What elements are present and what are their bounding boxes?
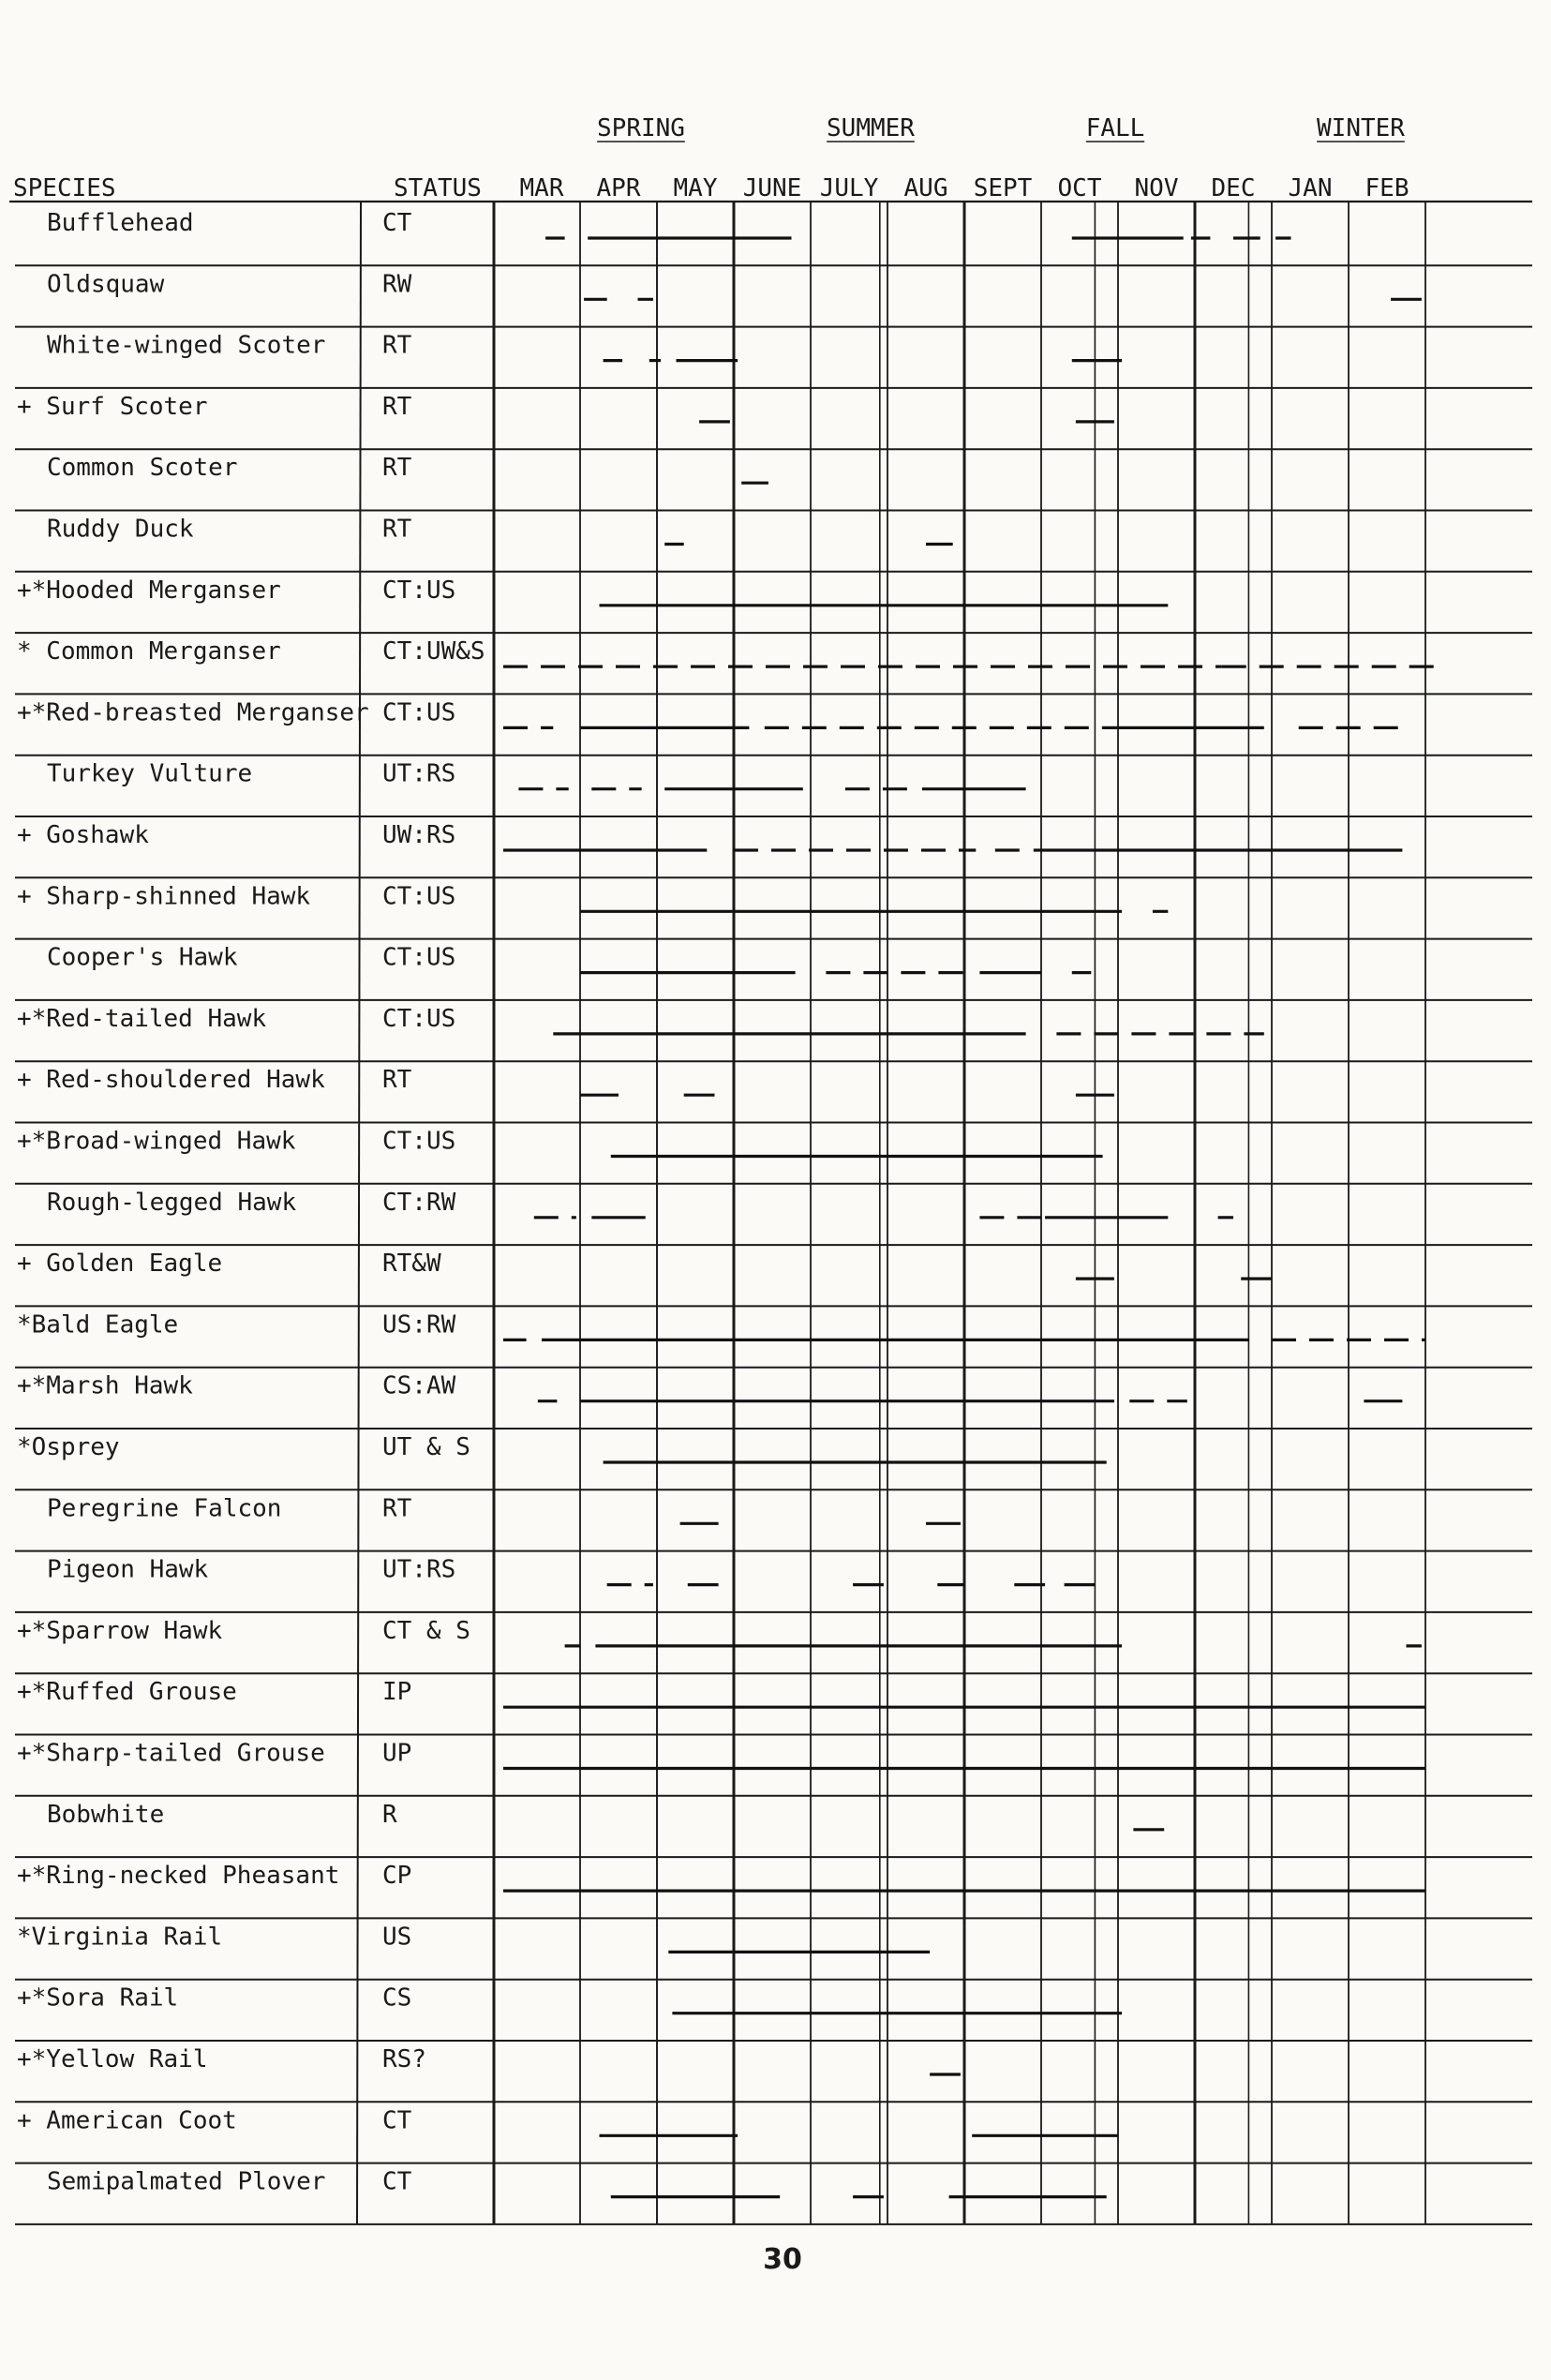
status-code: CP — [382, 1862, 412, 1891]
month-header-dec: DEC — [1211, 174, 1256, 202]
month-header-july: JULY — [819, 174, 879, 202]
season-winter: WINTER — [1317, 114, 1405, 142]
species-row — [17, 1984, 1122, 2013]
species-row — [17, 1740, 1425, 1769]
species-row — [17, 1310, 1425, 1340]
species-row — [47, 332, 1122, 361]
species-row — [47, 1494, 961, 1523]
status-code: RT — [382, 1066, 412, 1095]
status-code: CT — [382, 209, 412, 237]
species-name: +*Red-breasted Merganser — [17, 698, 369, 727]
species-row — [47, 1189, 1233, 1218]
status-code: US — [382, 1923, 412, 1952]
status-column-header: STATUS — [394, 174, 482, 202]
month-header-feb: FEB — [1365, 174, 1409, 202]
species-row — [17, 1678, 1425, 1707]
species-row — [17, 1250, 1272, 1279]
species-name: + Red-shouldered Hawk — [17, 1066, 325, 1095]
species-name: Semipalmated Plover — [47, 2167, 326, 2196]
species-name: +*Marsh Hawk — [17, 1371, 193, 1400]
species-row — [17, 2045, 961, 2074]
species-row — [17, 1066, 1114, 1095]
species-name: White-winged Scoter — [47, 331, 326, 360]
species-name: Pigeon Hawk — [47, 1555, 209, 1584]
species-name: + American Coot — [17, 2106, 237, 2135]
month-header-aug: AUG — [903, 174, 948, 202]
species-row — [47, 516, 953, 545]
status-code: RT — [382, 515, 412, 544]
species-name: Peregrine Falcon — [47, 1494, 282, 1523]
species-row — [17, 1617, 1422, 1646]
species-row — [47, 944, 1091, 973]
species-name: +*Ruffed Grouse — [17, 1678, 237, 1707]
status-code: CT:US — [382, 576, 456, 605]
status-code: IP — [382, 1678, 412, 1707]
species-rows — [17, 209, 1440, 2197]
status-code: UW:RS — [382, 821, 456, 849]
species-name: +*Sora Rail — [17, 1983, 179, 2013]
status-code: CT — [382, 2106, 412, 2135]
status-code: CT:RW — [382, 1188, 456, 1217]
month-header-sept: SEPT — [973, 174, 1033, 202]
species-name: +*Broad-winged Hawk — [17, 1127, 296, 1156]
species-row — [47, 1556, 1095, 1585]
species-name: +*Sparrow Hawk — [17, 1616, 223, 1645]
species-name: *Virginia Rail — [17, 1923, 223, 1952]
species-row — [47, 454, 768, 483]
season-spring: SPRING — [597, 114, 685, 142]
species-name: +*Red-tailed Hawk — [17, 1004, 267, 1033]
species-row — [17, 393, 1114, 422]
species-name: Bobwhite — [47, 1800, 165, 1829]
month-header-oct: OCT — [1057, 174, 1102, 202]
species-name: +*Ring-necked Pheasant — [17, 1862, 340, 1891]
species-name: Oldsquaw — [47, 270, 165, 299]
species-name: +*Yellow Rail — [17, 2045, 208, 2073]
species-row — [17, 882, 1168, 911]
species-name: + Golden Eagle — [17, 1250, 223, 1279]
status-code: CT:UW&S — [382, 637, 485, 666]
species-row — [47, 2168, 1107, 2197]
status-code: CS:AW — [382, 1371, 456, 1400]
species-row — [17, 1005, 1264, 1034]
status-code: UT & S — [382, 1433, 470, 1461]
status-code: RT&W — [382, 1250, 441, 1279]
status-code: RT — [382, 454, 412, 483]
species-name: +*Sharp-tailed Grouse — [17, 1739, 325, 1768]
status-code: CT:US — [382, 698, 456, 727]
status-code: R — [382, 1800, 397, 1829]
column-headers — [13, 174, 1409, 202]
month-header-june: JUNE — [742, 174, 802, 202]
status-code: RT — [382, 331, 412, 360]
species-name: + Surf Scoter — [17, 392, 208, 421]
status-code: RT — [382, 1494, 412, 1523]
status-code: CT — [382, 2167, 412, 2196]
species-name: + Sharp-shinned Hawk — [17, 882, 311, 911]
species-row — [17, 1433, 1107, 1462]
month-header-apr: APR — [596, 174, 641, 202]
season-summer: SUMMER — [827, 114, 915, 142]
species-row — [17, 1128, 1103, 1157]
species-row — [17, 1923, 930, 1952]
species-name: Ruddy Duck — [47, 515, 194, 544]
species-name: *Osprey — [17, 1433, 120, 1461]
species-name: +*Hooded Merganser — [17, 576, 281, 605]
season-fall: FALL — [1085, 114, 1145, 142]
status-code: US:RW — [382, 1310, 456, 1340]
species-name: *Bald Eagle — [17, 1310, 179, 1340]
month-header-jan: JAN — [1288, 174, 1333, 202]
species-row — [17, 698, 1410, 727]
species-row — [17, 637, 1440, 666]
status-code: CT:US — [382, 1004, 456, 1033]
status-column-border — [357, 202, 361, 2224]
status-code: CT:US — [382, 943, 456, 972]
species-row — [17, 1862, 1425, 1891]
species-name: + Goshawk — [17, 821, 149, 849]
species-name: Bufflehead — [47, 209, 194, 237]
species-row — [17, 2106, 1118, 2135]
status-code: UT:RS — [382, 1555, 456, 1584]
species-row — [17, 576, 1168, 606]
species-column-header: SPECIES — [13, 174, 116, 202]
status-code: CT & S — [382, 1616, 470, 1645]
species-row — [47, 760, 1026, 789]
season-headers — [597, 114, 1405, 142]
status-code: CT:US — [382, 1127, 456, 1156]
status-code: UT:RS — [382, 759, 456, 788]
species-row — [47, 1801, 1164, 1830]
status-code: UP — [382, 1739, 412, 1768]
page-number: 30 — [763, 2243, 802, 2276]
status-code: RT — [382, 392, 412, 421]
status-code: CS — [382, 1983, 412, 2013]
status-code: RS? — [382, 2045, 426, 2073]
month-header-mar: MAR — [519, 174, 564, 202]
species-name: * Common Merganser — [17, 637, 281, 666]
month-header-nov: NOV — [1134, 174, 1179, 202]
species-name: Cooper's Hawk — [47, 943, 238, 972]
species-row — [47, 209, 1291, 238]
status-code: RW — [382, 270, 412, 299]
status-code: CT:US — [382, 882, 456, 911]
species-name: Turkey Vulture — [47, 759, 253, 788]
month-header-may: MAY — [673, 174, 718, 202]
species-name: Rough-legged Hawk — [47, 1188, 297, 1217]
species-name: Common Scoter — [47, 454, 238, 483]
